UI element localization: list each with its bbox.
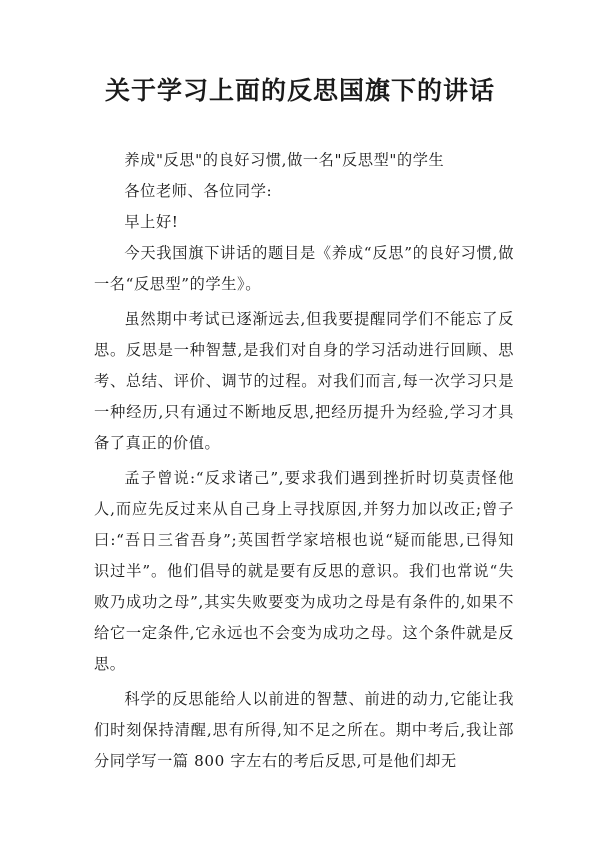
paragraph-quotes: 孟子曾说:“反求诸己”,要求我们遇到挫折时切莫责怪他人,而应先反过来从自己身上寻找原因,并努力加以改正;曾子曰:“吾日三省吾身”;英国哲学家培根也说“疑而能思,已得知识过半”。他们倡导的就是要有反思的意识。我们也常说“失败乃成功之母”,其实失败要变为成功之母是有条件的,如果不给它一定条件,它永远也不会变为成功之母。这个条件就是反思。: [94, 469, 514, 673]
subtitle-line: 养成"反思"的良好习惯,做一名"反思型"的学生: [124, 151, 445, 169]
document-body: [94, 145, 514, 781]
salutation-line: 早上好!: [124, 213, 179, 231]
greeting-line: 各位老师、各位同学:: [124, 182, 273, 200]
paragraph-intro: 今天我国旗下讲话的题目是《养成“反思”的良好习惯,做一名“反思型”的学生》。: [94, 244, 514, 293]
document-title: 关于学习上面的反思国旗下的讲话: [104, 76, 495, 105]
paragraph-science: 科学的反思能给人以前进的智慧、前进的动力,它能让我们时刻保持清醒,思有所得,知不足之所在。期中考后,我让部分同学写一篇 800 字左右的考后反思,可是他们却无: [94, 690, 514, 770]
paragraph-reflection: 虽然期中考试已逐渐远去,但我要提醒同学们不能忘了反思。反思是一种智慧,是我们对自身的学习活动进行回顾、思考、总结、评价、调节的过程。对我们而言,每一次学习只是一种经历,只有通过不断地反思,把经历提升为经验,学习才具备了真正的价值。: [94, 310, 514, 452]
